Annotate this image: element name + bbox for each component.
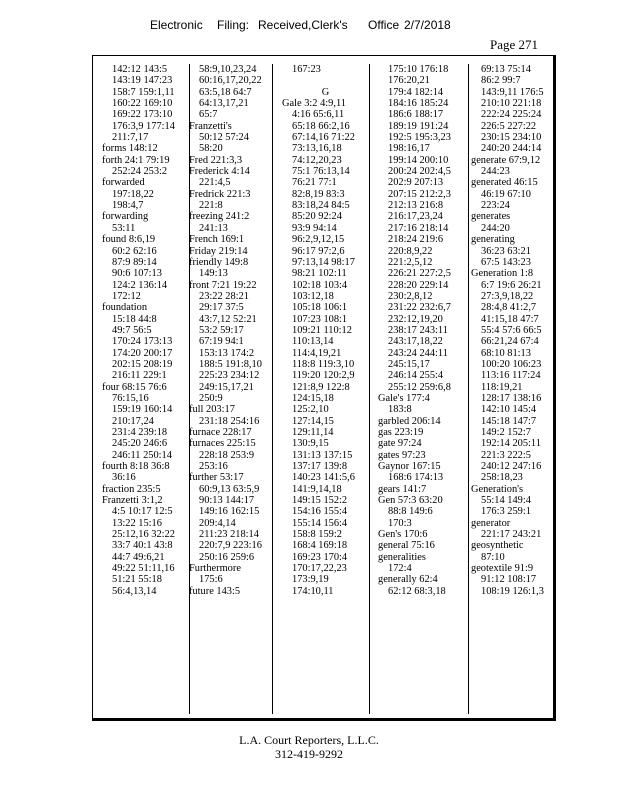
index-reference: 64:13,17,21 — [199, 98, 249, 110]
index-reference: 137:17 139:8 — [292, 461, 348, 473]
index-reference: 246:14 255:4 — [388, 370, 444, 382]
index-reference: 241:13 — [199, 222, 228, 234]
index-reference: 223:24 — [481, 200, 510, 212]
header-office: Office — [368, 18, 400, 32]
index-reference: 51:21 55:18 — [112, 574, 162, 586]
index-reference: 142:12 143:5 — [112, 64, 168, 75]
header-electronic: Electronic — [150, 18, 203, 32]
index-reference: 103:12,18 — [292, 290, 334, 302]
index-panel — [92, 55, 556, 721]
index-reference: 97:13,14 98:17 — [292, 256, 355, 268]
index-reference: 27:3,9,18,22 — [481, 290, 534, 302]
index-term: geotextile 91:9 — [471, 563, 534, 575]
index-reference: 245:15,17 — [388, 358, 430, 370]
index-reference: 238:17 243:11 — [388, 324, 448, 336]
index-reference: 87:10 — [481, 551, 505, 563]
index-reference: 210:17,24 — [112, 415, 154, 427]
index-reference: 226:21 227:2,5 — [388, 268, 451, 280]
index-term: generate 67:9,12 — [471, 154, 541, 166]
index-term: Fred 221:3,3 — [189, 154, 243, 166]
index-reference: 231:18 254:16 — [199, 415, 260, 427]
index-reference: 68:10 81:13 — [481, 347, 531, 359]
index-reference: 4:5 10:17 12:5 — [112, 506, 173, 518]
index-term: full 203:17 — [189, 404, 235, 416]
index-reference: 53:11 — [112, 222, 136, 234]
index-term: fourth 8:18 36:8 — [102, 461, 170, 473]
header-received: Received,Clerk's — [258, 18, 348, 32]
index-term: French 169:1 — [189, 234, 245, 246]
index-reference: 179:4 182:14 — [388, 86, 444, 98]
index-term: Franzetti 3:1,2 — [102, 495, 163, 507]
index-reference: 250:9 — [199, 392, 223, 404]
index-reference: 130:9,15 — [292, 438, 329, 450]
index-reference: 44:7 49:6,21 — [112, 551, 165, 563]
index-reference: 65:7 — [199, 109, 218, 121]
index-reference: 258:18,23 — [481, 472, 523, 484]
index-reference: 36:23 63:21 — [481, 245, 531, 257]
index-reference: 168:6 174:13 — [388, 472, 444, 484]
index-reference: 87:9 89:14 — [112, 256, 157, 268]
index-reference: 36:16 — [112, 472, 136, 484]
index-reference: 140:23 141:5,6 — [292, 472, 355, 484]
index-reference: 246:11 250:14 — [112, 449, 172, 461]
index-term: foundation — [102, 302, 148, 314]
index-reference: 155:14 156:4 — [292, 517, 348, 529]
index-term: Frederick 4:14 — [189, 166, 250, 178]
index-reference: 167:23 — [292, 64, 321, 75]
index-reference: 189:19 191:24 — [388, 120, 449, 132]
index-reference: 124:2 136:14 — [112, 279, 168, 291]
index-reference: 105:18 106:1 — [292, 302, 348, 314]
index-term: Gen's 170:6 — [378, 529, 428, 541]
index-reference: 85:20 92:24 — [292, 211, 342, 223]
index-term: generally 62:4 — [378, 574, 438, 586]
index-reference: 175:6 — [199, 574, 223, 586]
index-reference: 82:8,19 83:3 — [292, 188, 345, 200]
index-reference: 192:14 205:11 — [481, 438, 541, 450]
index-term: generating — [471, 234, 515, 246]
index-reference: 170:17,22,23 — [292, 563, 347, 575]
index-term: gas 223:19 — [378, 427, 424, 438]
index-reference: 66:21,24 67:4 — [481, 336, 539, 348]
index-reference: 244:20 — [481, 222, 510, 234]
index-term: generator — [471, 517, 511, 529]
section-letter: G — [321, 86, 330, 98]
index-reference: 88:8 149:6 — [388, 506, 433, 518]
index-reference: 198:4,7 — [112, 200, 144, 212]
index-reference: 107:23 108:1 — [292, 313, 348, 325]
index-reference: 76:15,16 — [112, 392, 149, 404]
index-reference: 222:24 225:24 — [481, 109, 542, 121]
index-term: gate 97:24 — [378, 438, 422, 450]
index-reference: 128:17 138:16 — [481, 392, 542, 404]
index-reference: 121:8,9 122:8 — [292, 381, 350, 393]
index-term: Furthermore — [189, 563, 241, 575]
index-reference: 211:23 218:14 — [199, 529, 259, 541]
index-reference: 217:16 218:14 — [388, 222, 449, 234]
index-reference: 240:20 244:14 — [481, 143, 542, 155]
index-reference: 98:21 102:11 — [292, 268, 347, 280]
index-reference: 220:8,9,22 — [388, 245, 433, 257]
index-term: Generation's — [471, 483, 524, 495]
index-term: future 143:5 — [189, 585, 241, 597]
index-column-3 — [282, 64, 370, 714]
index-reference: 198:16,17 — [388, 143, 430, 155]
index-term: forth 24:1 79:19 — [102, 154, 170, 166]
index-term: fraction 235:5 — [102, 483, 161, 495]
index-reference: 110:13,14 — [292, 336, 334, 348]
index-reference: 231:22 232:6,7 — [388, 302, 451, 314]
index-reference: 231:4 239:18 — [112, 427, 168, 438]
index-reference: 43:7,12 52:21 — [199, 313, 257, 325]
index-reference: 212:13 216:8 — [388, 200, 444, 212]
index-reference: 129:11,14 — [292, 427, 334, 438]
index-reference: 125:2,10 — [292, 404, 329, 416]
index-term: front 7:21 19:22 — [189, 279, 257, 291]
index-reference: 160:22 169:10 — [112, 98, 173, 110]
index-term: Gaynor 167:15 — [378, 461, 441, 473]
footer-phone: 312-419-9292 — [275, 747, 343, 761]
index-reference: 159:19 160:14 — [112, 404, 173, 416]
index-reference: 25:12,16 32:22 — [112, 529, 175, 541]
index-reference: 176:3,9 177:14 — [112, 120, 175, 132]
index-reference: 67:14,16 71:22 — [292, 132, 355, 144]
index-reference: 221:2,5,12 — [388, 256, 433, 268]
index-reference: 49:22 51:11,16 — [112, 563, 175, 575]
index-reference: 73:13,16,18 — [292, 143, 342, 155]
footer-company: L.A. Court Reporters, L.L.C. — [239, 733, 379, 747]
index-reference: 172:12 — [112, 290, 141, 302]
index-reference: 216:11 229:1 — [112, 370, 167, 382]
index-term: furnaces 225:15 — [189, 438, 256, 450]
index-reference: 141:9,14,18 — [292, 483, 342, 495]
index-reference: 65:18 66:2,16 — [292, 120, 350, 132]
index-reference: 50:12 57:24 — [199, 132, 249, 144]
index-term: geosynthetic — [471, 540, 524, 552]
index-reference: 118:19,21 — [481, 381, 523, 393]
index-term: generated 46:15 — [471, 177, 538, 189]
index-term: four 68:15 76:6 — [102, 381, 167, 393]
index-reference: 200:24 202:4,5 — [388, 166, 451, 178]
index-reference: 243:24 244:11 — [388, 347, 448, 359]
index-reference: 6:7 19:6 26:21 — [481, 279, 542, 291]
index-reference: 174:10,11 — [292, 585, 334, 597]
index-reference: 56:4,13,14 — [112, 585, 157, 597]
index-reference: 149:13 — [199, 268, 228, 280]
index-term: Gale 3:2 4:9,11 — [282, 98, 346, 110]
index-term: Franzetti's — [189, 120, 232, 132]
index-reference: 207:15 212:2,3 — [388, 188, 451, 200]
index-reference: 33:7 40:1 43:8 — [112, 540, 173, 552]
index-reference: 93:9 94:14 — [292, 222, 337, 234]
index-term: Gale's 177:4 — [378, 392, 430, 404]
index-reference: 102:18 103:4 — [292, 279, 348, 291]
index-term: forms 148:12 — [102, 143, 158, 155]
index-term: freezing 241:2 — [189, 211, 250, 223]
index-term: forwarding — [102, 211, 149, 223]
index-term: friendly 149:8 — [189, 256, 249, 268]
index-reference: 176:3 259:1 — [481, 506, 531, 518]
index-reference: 28:4,8 41:2,7 — [481, 302, 537, 314]
index-term: generates — [471, 211, 511, 223]
index-reference: 169:23 170:4 — [292, 551, 348, 563]
index-reference: 109:21 110:12 — [292, 324, 352, 336]
index-reference: 60:9,13 63:5,9 — [199, 483, 260, 495]
index-reference: 170:24 173:13 — [112, 336, 173, 348]
index-reference: 91:12 108:17 — [481, 574, 537, 586]
index-reference: 153:13 174:2 — [199, 347, 255, 359]
index-reference: 118:8 119:3,10 — [292, 358, 355, 370]
page-number: Page 271 — [489, 37, 538, 52]
index-reference: 90:13 144:17 — [199, 495, 255, 507]
index-reference: 202:15 208:19 — [112, 358, 173, 370]
index-reference: 75:1 76:13,14 — [292, 166, 350, 178]
index-reference: 113:16 117:24 — [481, 370, 541, 382]
index-reference: 142:10 145:4 — [481, 404, 537, 416]
index-reference: 173:9,19 — [292, 574, 329, 586]
index-reference: 225:23 234:12 — [199, 370, 260, 382]
index-reference: 67:19 94:1 — [199, 336, 244, 348]
index-reference: 170:3 — [388, 517, 412, 529]
index-reference: 226:5 227:22 — [481, 120, 537, 132]
index-reference: 96:2,9,12,15 — [292, 234, 345, 246]
index-term: forwarded — [102, 177, 145, 189]
index-reference: 143:9,11 176:5 — [481, 86, 544, 98]
index-reference: 197:18,22 — [112, 188, 154, 200]
index-reference: 60:16,17,20,22 — [199, 75, 262, 87]
header-date: 2/7/2018 — [404, 18, 451, 32]
index-reference: 53:2 59:17 — [199, 324, 244, 336]
index-reference: 253:16 — [199, 461, 228, 473]
header-filing: Filing: — [217, 18, 250, 32]
index-reference: 245:20 246:6 — [112, 438, 168, 450]
index-reference: 154:16 155:4 — [292, 506, 348, 518]
index-reference: 240:12 247:16 — [481, 461, 542, 473]
index-reference: 83:18,24 84:5 — [292, 200, 350, 212]
index-reference: 96:17 97:2,6 — [292, 245, 345, 257]
index-reference: 211:7,17 — [112, 132, 149, 144]
index-reference: 209:4,14 — [199, 517, 236, 529]
index-term: general 75:16 — [378, 540, 435, 552]
index-column-2 — [189, 64, 273, 714]
index-reference: 230:15 234:10 — [481, 132, 542, 144]
index-reference: 218:24 219:6 — [388, 234, 444, 246]
index-reference: 55:4 57:6 66:5 — [481, 324, 542, 336]
index-reference: 100:20 106:23 — [481, 358, 542, 370]
index-reference: 60:2 62:16 — [112, 245, 157, 257]
index-column-1 — [93, 64, 190, 714]
index-reference: 255:12 259:6,8 — [388, 381, 451, 393]
index-reference: 149:16 162:15 — [199, 506, 260, 518]
index-term: Fredrick 221:3 — [189, 188, 251, 200]
index-reference: 252:24 253:2 — [112, 166, 168, 178]
index-reference: 202:9 207:13 — [388, 177, 444, 189]
index-reference: 55:14 149:4 — [481, 495, 531, 507]
index-reference: 220:7,9 223:16 — [199, 540, 262, 552]
index-term: garbled 206:14 — [378, 415, 441, 427]
index-reference: 210:10 221:18 — [481, 98, 542, 110]
index-reference: 124:15,18 — [292, 392, 334, 404]
index-reference: 188:5 191:8,10 — [199, 358, 262, 370]
index-reference: 29:17 37:5 — [199, 302, 244, 314]
index-reference: 250:16 259:6 — [199, 551, 255, 563]
index-reference: 86:2 99:7 — [481, 75, 521, 87]
index-reference: 158:7 159:1,11 — [112, 86, 175, 98]
index-reference: 244:23 — [481, 166, 510, 178]
index-reference: 69:13 75:14 — [481, 64, 531, 75]
index-term: Friday 219:14 — [189, 245, 248, 257]
index-reference: 176:20,21 — [388, 75, 430, 87]
index-column-4 — [378, 64, 469, 714]
index-reference: 168:4 169:18 — [292, 540, 348, 552]
index-reference: 230:2,8,12 — [388, 290, 433, 302]
index-reference: 149:15 152:2 — [292, 495, 348, 507]
index-column-5 — [471, 64, 554, 714]
filing-header — [0, 18, 618, 34]
index-reference: 216:17,23,24 — [388, 211, 443, 223]
index-reference: 172:4 — [388, 563, 412, 575]
index-reference: 221:8 — [199, 200, 223, 212]
index-reference: 249:15,17,21 — [199, 381, 254, 393]
index-reference: 228:18 253:9 — [199, 449, 255, 461]
index-reference: 228:20 229:14 — [388, 279, 449, 291]
index-reference: 90:6 107:13 — [112, 268, 162, 280]
index-reference: 4:16 65:6,11 — [292, 109, 345, 121]
index-reference: 67:5 143:23 — [481, 256, 531, 268]
index-term — [282, 75, 369, 86]
index-reference: 58:20 — [199, 143, 223, 155]
index-reference: 183:8 — [388, 404, 412, 416]
index-reference: 119:20 120:2,9 — [292, 370, 355, 382]
index-reference: 127:14,15 — [292, 415, 334, 427]
index-term: found 8:6,19 — [102, 234, 156, 246]
index-reference: 76:21 77:1 — [292, 177, 337, 189]
index-term: Gen 57:3 63:20 — [378, 495, 443, 507]
index-reference: 74:12,20,23 — [292, 154, 342, 166]
index-reference: 58:9,10,23,24 — [199, 64, 257, 75]
index-reference: 131:13 137:15 — [292, 449, 353, 461]
index-reference: 186:6 188:17 — [388, 109, 444, 121]
index-reference: 143:19 147:23 — [112, 75, 173, 87]
index-reference: 114:4,19,21 — [292, 347, 342, 359]
index-term: further 53:17 — [189, 472, 244, 484]
index-reference: 174:20 200:17 — [112, 347, 173, 359]
index-term: gates 97:23 — [378, 449, 426, 461]
index-reference: 158:8 159:2 — [292, 529, 342, 541]
index-reference: 243:17,18,22 — [388, 336, 443, 348]
index-reference: 63:5,18 64:7 — [199, 86, 252, 98]
index-reference: 15:18 44:8 — [112, 313, 157, 325]
index-reference: 184:16 185:24 — [388, 98, 449, 110]
index-term: furnace 228:17 — [189, 427, 252, 438]
index-reference: 23:22 28:21 — [199, 290, 249, 302]
index-reference: 149:2 152:7 — [481, 427, 531, 438]
index-reference: 199:14 200:10 — [388, 154, 449, 166]
index-term: Generation 1:8 — [471, 268, 534, 280]
index-reference: 221:17 243:21 — [481, 529, 542, 541]
index-reference: 46:19 67:10 — [481, 188, 531, 200]
index-reference: 108:19 126:1,3 — [481, 585, 544, 597]
index-reference: 41:15,18 47:7 — [481, 313, 539, 325]
index-reference: 221:4,5 — [199, 177, 231, 189]
index-reference: 232:12,19,20 — [388, 313, 443, 325]
index-reference: 49:7 56:5 — [112, 324, 152, 336]
index-reference: 221:3 222:5 — [481, 449, 531, 461]
index-reference: 62:12 68:3,18 — [388, 585, 446, 597]
index-reference: 175:10 176:18 — [388, 64, 449, 75]
index-reference: 13:22 15:16 — [112, 517, 162, 529]
index-reference: 169:22 173:10 — [112, 109, 173, 121]
index-reference: 192:5 195:3,23 — [388, 132, 451, 144]
index-term: generalities — [378, 551, 426, 563]
index-reference: 145:18 147:7 — [481, 415, 537, 427]
index-term: gears 141:7 — [378, 483, 427, 495]
